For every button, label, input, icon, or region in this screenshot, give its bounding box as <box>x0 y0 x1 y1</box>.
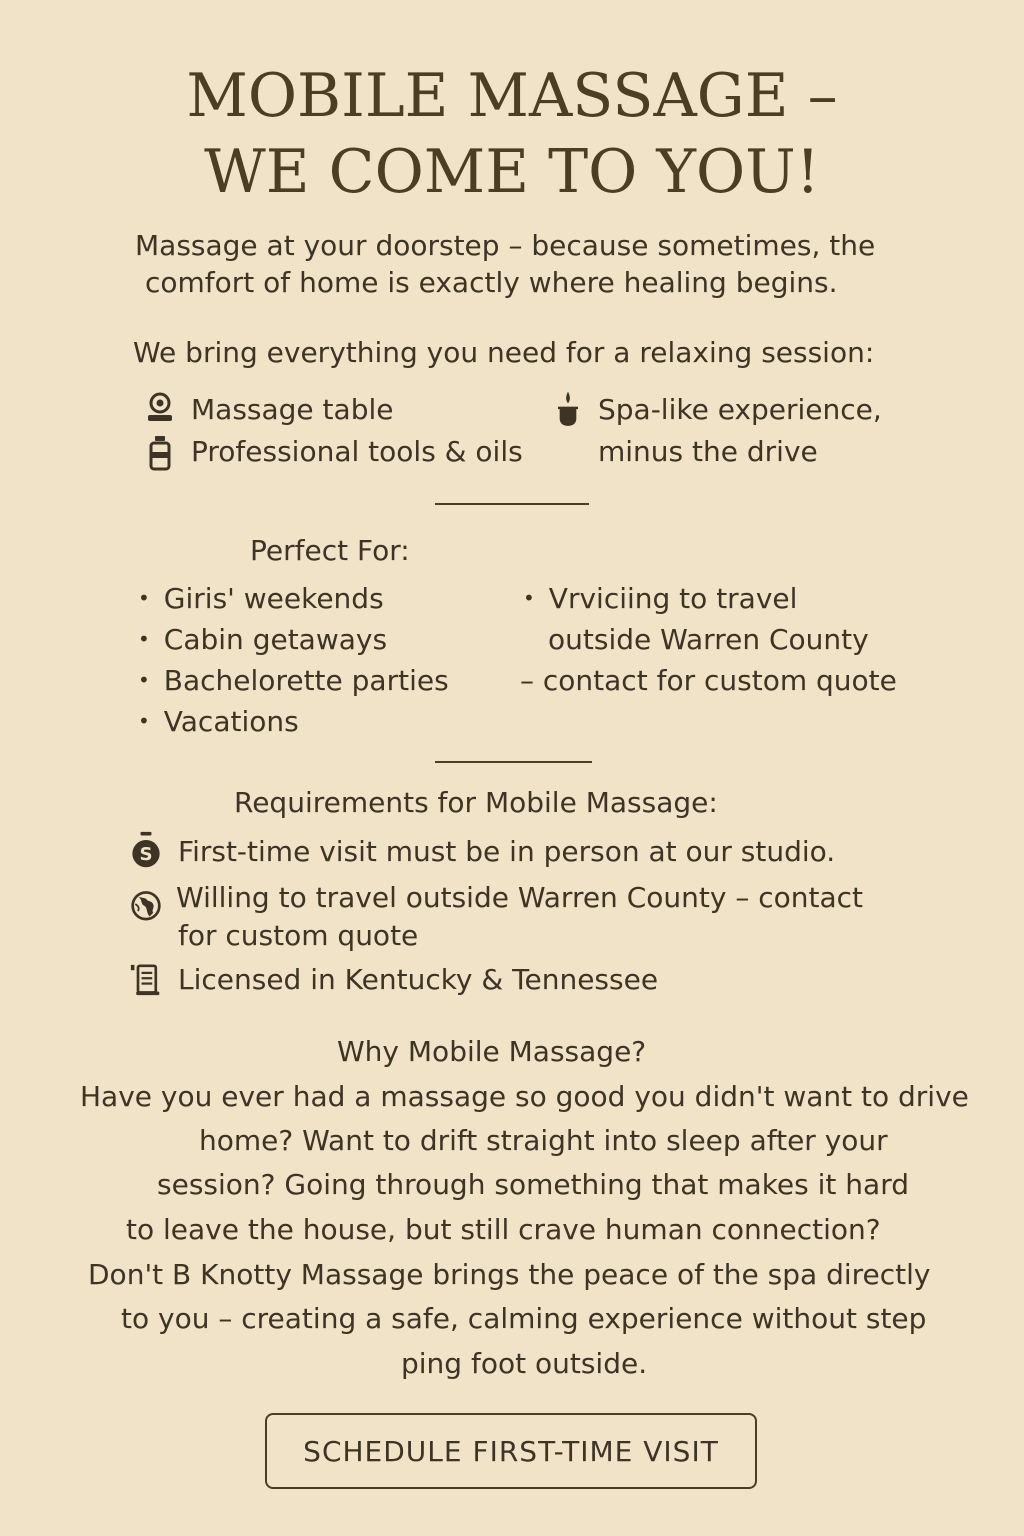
list-item: • Vacations <box>138 705 299 738</box>
svg-text:S: S <box>139 844 153 865</box>
why-heading: Why Mobile Massage? <box>337 1035 647 1068</box>
includes-item-tools-oils: Professional tools & oils <box>191 435 523 468</box>
includes-item-spa-line-1: Spa-like experience, <box>598 393 882 426</box>
includes-heading: We bring everything you need for a relaxing session: <box>133 336 875 369</box>
bullet: • <box>138 586 150 610</box>
oil-bottle-icon <box>144 434 176 474</box>
divider <box>435 761 592 763</box>
list-item: • Giris' weekends <box>138 582 384 615</box>
intro-line-1: Massage at your doorstep – because sometimes, the <box>135 229 876 262</box>
travel-note-line-1: • Vrviciing to travel <box>523 582 798 615</box>
why-paragraph-line: Don't B Knotty Massage brings the peace of the spa directly <box>88 1258 931 1291</box>
dollar-badge-icon <box>130 830 162 870</box>
requirements-heading: Requirements for Mobile Massage: <box>234 786 718 819</box>
requirement-item-travel-line-2: for custom quote <box>178 919 419 952</box>
globe-icon <box>130 884 162 924</box>
intro-line-2: comfort of home is exactly where healing begins. <box>145 266 838 299</box>
bullet: • <box>523 586 535 610</box>
candle-icon <box>552 390 584 430</box>
requirement-item-travel-line-1: Willing to travel outside Warren County – contact <box>176 881 864 914</box>
why-paragraph-line: Have you ever had a massage so good you didn't want to drive <box>80 1080 969 1113</box>
requirement-item-in-person: First-time visit must be in person at our studio. <box>178 835 836 868</box>
requirement-item-licensed: Licensed in Kentucky & Tennessee <box>178 963 659 996</box>
travel-note-line-3: – contact for custom quote <box>520 664 897 697</box>
scroll-license-icon <box>130 960 162 1000</box>
why-paragraph-line: to you – creating a safe, calming experience without step <box>121 1302 927 1335</box>
why-paragraph-line: session? Going through something that makes it hard <box>157 1168 909 1201</box>
page-title-line-1: MOBILE MASSAGE – <box>186 61 838 131</box>
schedule-first-time-visit-button[interactable] <box>265 1413 757 1489</box>
includes-item-spa-line-2: minus the drive <box>598 435 818 468</box>
divider <box>435 503 589 505</box>
includes-item-massage-table: Massage table <box>191 393 394 426</box>
travel-note-line-2: outside Warren County <box>548 623 869 656</box>
bullet: • <box>138 668 150 692</box>
list-item: • Cabin getaways <box>138 623 388 656</box>
why-paragraph-line: to leave the house, but still crave human connection? <box>126 1213 881 1246</box>
bullet: • <box>138 627 150 651</box>
bullet: • <box>138 709 150 733</box>
why-paragraph-line: home? Want to drift straight into sleep after your <box>199 1124 888 1157</box>
perfect-for-heading: Perfect For: <box>250 534 410 567</box>
why-paragraph-line: ping foot outside. <box>401 1347 648 1380</box>
schedule-button-label: SCHEDULE FIRST-TIME VISIT <box>303 1434 719 1468</box>
list-item: • Bachelorette parties <box>138 664 449 697</box>
page-title-line-2: WE COME TO YOU! <box>204 137 820 207</box>
massage-table-icon <box>144 390 176 430</box>
